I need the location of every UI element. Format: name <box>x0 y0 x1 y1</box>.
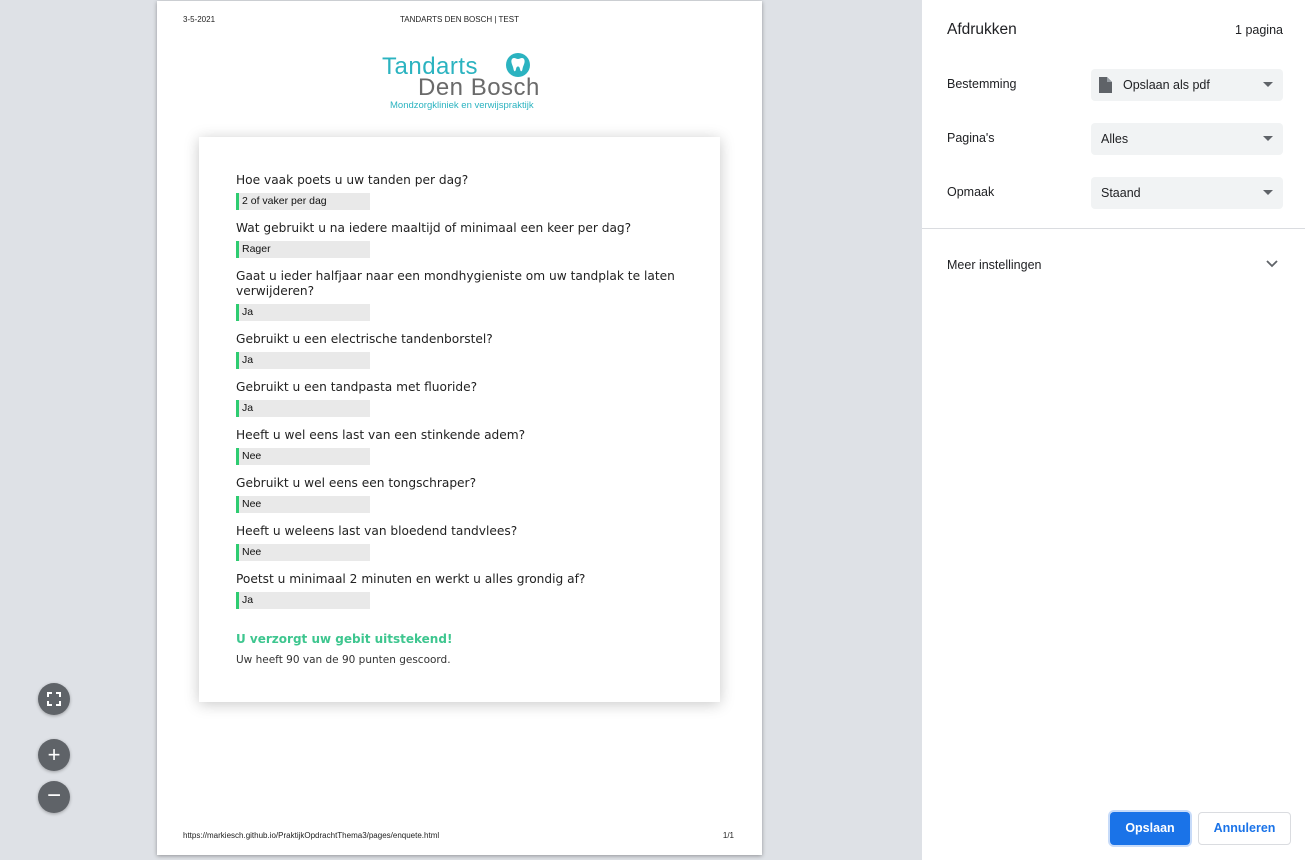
page-header-title: TANDARTS DEN BOSCH | TEST <box>400 15 519 24</box>
clinic-logo <box>382 51 542 113</box>
survey-question: Gebruikt u een electrische tandenborstel? <box>236 332 493 346</box>
more-settings-toggle[interactable] <box>922 246 1305 284</box>
dropdown-arrow-icon <box>1263 190 1273 195</box>
logo-tagline: Mondzorgkliniek en verwijspraktijk <box>390 100 534 111</box>
destination-value: Opslaan als pdf <box>1123 78 1210 92</box>
page-count: 1 pagina <box>1235 23 1283 37</box>
document-icon <box>1099 77 1112 93</box>
preview-page <box>157 1 762 855</box>
save-button[interactable]: Opslaan <box>1110 812 1190 845</box>
survey-item <box>236 269 686 321</box>
survey-item <box>236 221 686 258</box>
layout-select[interactable] <box>1091 177 1283 209</box>
survey-result-card <box>199 137 720 702</box>
cancel-button[interactable]: Annuleren <box>1198 812 1291 845</box>
survey-answer: Ja <box>236 592 370 609</box>
layout-label: Opmaak <box>947 185 995 199</box>
survey-question: Gebruikt u wel eens een tongschraper? <box>236 476 477 490</box>
survey-item <box>236 476 686 513</box>
result-title: U verzorgt uw gebit uitstekend! <box>236 632 453 646</box>
chevron-down-icon <box>1266 260 1278 268</box>
survey-question: Gebruikt u een tandpasta met fluoride? <box>236 380 478 394</box>
survey-question: Wat gebruikt u na iedere maaltijd of minimaal een keer per dag? <box>236 221 632 235</box>
dropdown-arrow-icon <box>1263 136 1273 141</box>
zoom-in-button[interactable]: + <box>38 739 70 771</box>
survey-item <box>236 380 686 417</box>
survey-answer: Ja <box>236 304 370 321</box>
section-divider <box>922 228 1305 229</box>
page-header-date: 3-5-2021 <box>183 15 216 24</box>
survey-question: Poetst u minimaal 2 minuten en werkt u alles grondig af? <box>236 572 586 586</box>
logo-line-2: Den Bosch <box>418 74 540 101</box>
layout-value: Staand <box>1101 186 1141 200</box>
destination-select[interactable] <box>1091 69 1283 101</box>
survey-question: Hoe vaak poets u uw tanden per dag? <box>236 173 469 187</box>
zoom-out-button[interactable]: − <box>38 781 70 813</box>
survey-question: Gaat u ieder halfjaar naar een mondhygieniste om uw tandplak te laten verwijderen? <box>236 269 675 298</box>
survey-item <box>236 173 686 210</box>
survey-answer: Nee <box>236 448 370 465</box>
survey-answer: Rager <box>236 241 370 258</box>
survey-answer: Nee <box>236 544 370 561</box>
survey-question-list <box>236 173 686 620</box>
pages-value: Alles <box>1101 132 1129 146</box>
destination-label: Bestemming <box>947 77 1017 91</box>
survey-answer: Ja <box>236 400 370 417</box>
result-score-text: Uw heeft 90 van de 90 punten gescoord. <box>236 654 451 666</box>
more-settings-label: Meer instellingen <box>947 258 1042 272</box>
logo-line-1: Tandarts <box>382 53 479 80</box>
survey-item <box>236 524 686 561</box>
dropdown-arrow-icon <box>1263 82 1273 87</box>
fit-to-page-icon <box>47 692 61 706</box>
fit-to-page-button[interactable] <box>38 683 70 715</box>
print-settings-panel <box>922 0 1305 860</box>
survey-answer: Ja <box>236 352 370 369</box>
page-footer-url: https://markiesch.github.io/PraktijkOpdrachtThema3/pages/enquete.html <box>183 831 440 840</box>
survey-answer: 2 of vaker per dag <box>236 193 370 210</box>
pages-select[interactable] <box>1091 123 1283 155</box>
survey-question: Heeft u wel eens last van een stinkende adem? <box>236 428 526 442</box>
survey-item <box>236 572 686 609</box>
survey-question: Heeft u weleens last van bloedend tandvlees? <box>236 524 518 538</box>
page-footer-number: 1/1 <box>722 831 734 840</box>
pages-label: Pagina's <box>947 131 995 145</box>
panel-title: Afdrukken <box>947 21 1017 38</box>
survey-item <box>236 428 686 465</box>
survey-answer: Nee <box>236 496 370 513</box>
survey-item <box>236 332 686 369</box>
